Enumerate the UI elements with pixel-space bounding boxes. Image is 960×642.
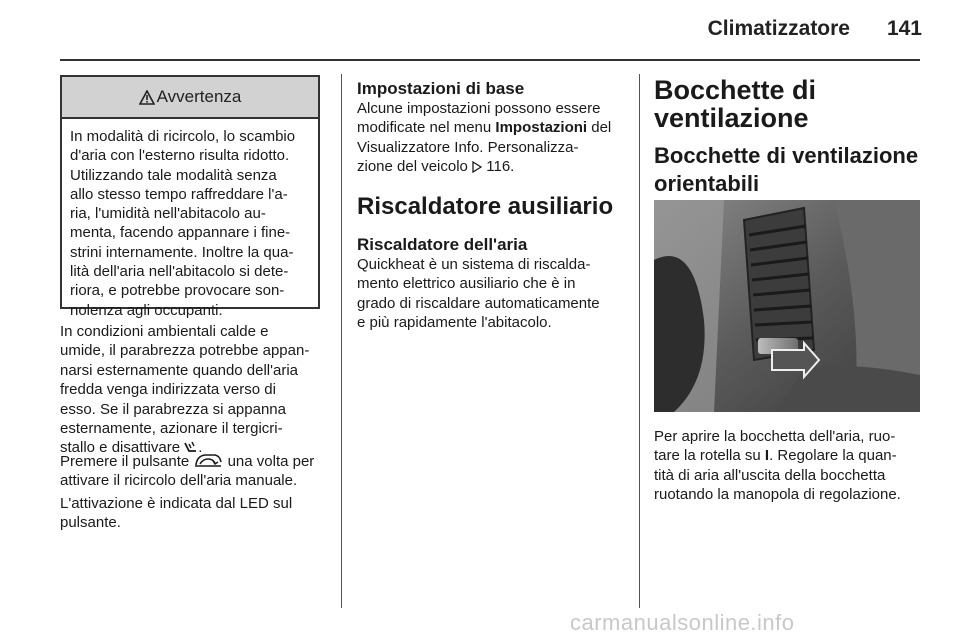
section-basic-settings — [357, 79, 625, 177]
warning-line: ria, l'umidità nell'abitacolo au- — [70, 205, 266, 223]
wheel-position-symbol: I — [764, 447, 770, 465]
warning-line: lità dell'aria nell'abitacolo si dete- — [70, 263, 289, 281]
text-line: Visualizzatore Info. Personalizza- — [357, 138, 579, 156]
text-line: L'attivazione è indicata dal LED sul — [60, 495, 293, 512]
vent-photo — [654, 200, 920, 412]
text-line: modificate nel menu Impostazioni del — [357, 119, 612, 137]
text-line: tare la rotella su I. Regolare la quan- — [654, 447, 897, 465]
warning-line: Utilizzando tale modalità senza — [70, 166, 277, 184]
heading-air-vents-line2: ventilazione — [654, 103, 809, 133]
heading-air-heater: Riscaldatore dell'aria — [357, 235, 528, 254]
column-divider-2 — [639, 74, 640, 608]
header-rule — [60, 59, 920, 61]
warning-line: nolenza agli occupanti. — [70, 301, 223, 319]
warning-triangle-icon — [139, 90, 155, 105]
heading-basic-settings: Impostazioni di base — [357, 79, 525, 98]
heading-auxiliary-heater: Riscaldatore ausiliario — [357, 193, 614, 220]
warning-line: strini internamente. Inoltre la qua- — [70, 243, 294, 261]
section-air-heater — [357, 235, 625, 333]
text-line: pulsante. — [60, 514, 121, 532]
text-line: esternamente, azionare il tergicri- — [60, 420, 283, 438]
watermark: carmanualsonline.info — [570, 610, 795, 635]
text-line: Premere il pulsante una volta per — [60, 453, 315, 470]
text-line: Alcune impostazioni possono essere — [357, 100, 601, 117]
warning-header — [62, 77, 318, 119]
page-reference-arrow-icon — [472, 161, 482, 173]
vent-illustration — [654, 200, 920, 412]
page-number: 141 — [886, 17, 922, 40]
heading-adjustable-vents-line2: orientabili — [654, 171, 760, 196]
recirculation-icon — [193, 452, 223, 468]
text-line: attivare il ricircolo dell'aria manuale. — [60, 472, 298, 490]
section-adjustable-vents — [654, 142, 922, 198]
text-line: esso. Se il parabrezza si appanna — [60, 400, 286, 418]
warning-text — [62, 119, 318, 320]
menu-name-impostazioni: Impostazioni — [495, 119, 588, 137]
page-reference: 116. — [482, 158, 515, 176]
text-line: narsi esternamente quando dell'aria — [60, 361, 299, 379]
text-line: tità di aria all'uscita della bocchetta — [654, 466, 886, 484]
heading-adjustable-vents-line1: Bocchette di ventilazione — [654, 143, 919, 168]
text-line: In condizioni ambientali calde e — [60, 323, 269, 340]
text-line: fredda venga indirizzata verso di — [60, 381, 276, 399]
section-air-vents — [654, 76, 922, 132]
text-line: Quickheat è un sistema di riscalda- — [357, 256, 591, 273]
heading-air-vents-line1: Bocchette di — [654, 75, 817, 105]
paragraph-led — [60, 494, 326, 533]
text-line: grado di riscaldare automaticamente — [357, 294, 600, 312]
text-line: stallo e disattivare . — [60, 439, 203, 457]
text-line: e più rapidamente l'abitacolo. — [357, 314, 552, 332]
text-line: mento elettrico ausiliario che è in — [357, 275, 576, 293]
running-header-section: Climatizzatore — [707, 17, 850, 40]
text-line: ruotando la manopola di regolazione. — [654, 486, 901, 504]
paragraph-vent-instructions — [654, 427, 922, 505]
text-line: Per aprire la bocchetta dell'aria, ruo- — [654, 428, 896, 445]
warning-line: riora, e potrebbe provocare son- — [70, 282, 285, 300]
warning-box — [60, 75, 320, 319]
warning-title: Avvertenza — [156, 87, 242, 106]
text-line: zione del veicolo 116. — [357, 158, 515, 176]
paragraph-recirculation-button — [60, 452, 326, 491]
warning-line: In modalità di ricircolo, lo scambio — [70, 128, 296, 145]
paragraph-windshield-fog — [60, 322, 326, 458]
warning-line: d'aria con l'esterno risulta ridotto. — [70, 147, 290, 165]
warning-line: menta, facendo appannare i fine- — [70, 224, 291, 242]
column-divider-1 — [341, 74, 342, 608]
warning-line: allo stesso tempo raffreddare l'a- — [70, 185, 288, 203]
text-line: umide, il parabrezza potrebbe appan- — [60, 342, 310, 360]
